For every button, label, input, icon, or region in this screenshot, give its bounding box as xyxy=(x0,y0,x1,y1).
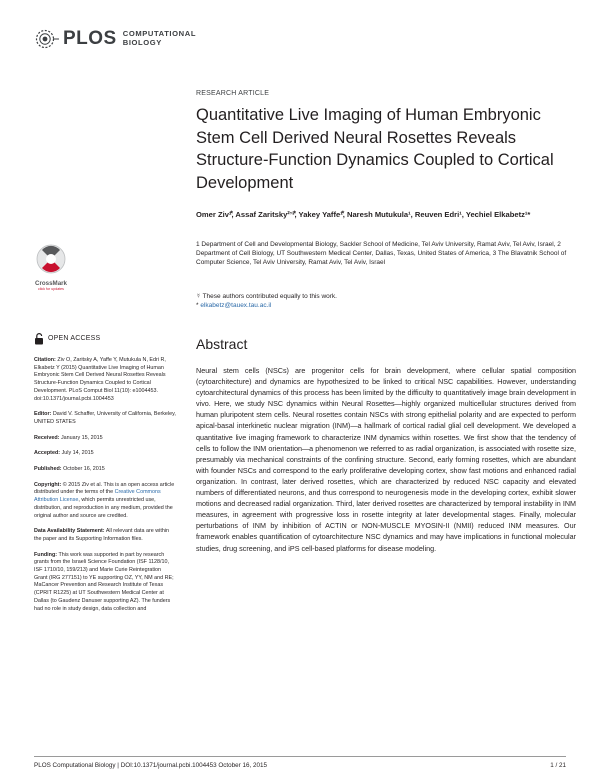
plos-mark-icon xyxy=(34,28,60,50)
copyright-text-a: © 2015 Ziv et al. This is an open access article distributed under the terms of the xyxy=(34,481,175,496)
journal-line-2: BIOLOGY xyxy=(122,38,162,47)
funding-block xyxy=(34,552,176,614)
crossmark-label: CrossMark xyxy=(35,280,67,287)
data-availability-block xyxy=(34,528,176,543)
editor-text: David V. Schaffer, University of California, Berkeley, UNITED STATES xyxy=(34,411,176,425)
crossmark-sublabel: click for updates xyxy=(38,287,64,291)
funding-text: This work was supported in part by research grants from the Israeli Science Foundation (ISF 1128/10, ISF 1710/10, 159/213) and Marie Curie Reintegration Grant (IRG 277151) to YE supporting OZ, YY, NM and RE; MaCancer Prevention and Research Institute of Texas (CPRIT R1225) at UT Southwestern Medical Center at Dallas (to Gaudenz Danuser supporting AZ). The funders had no role in study design, data collection and xyxy=(34,551,174,612)
citation-label: Citation: xyxy=(34,357,56,363)
data-availability-text: All relevant data are within the paper and its Supporting Information files. xyxy=(34,528,170,542)
accepted-block xyxy=(34,450,176,458)
corresponding-email xyxy=(196,301,576,310)
journal-logo[interactable] xyxy=(34,28,196,50)
citation-block xyxy=(34,357,176,403)
citation-text: Ziv O, Zaritsky A, Yaffe Y, Mutukula N, Edri R, Elkabetz Y (2015) Quantitative Live Imaging of Human Embryonic Stem Cell Derived Neural Rosettes Reveals Structure-Function Dynamics Coupled to Cortical Development. PLoS Comput Biol 11(10): e1004453. doi:10.1371/journal.pcbi.1004453 xyxy=(34,357,166,402)
accepted-label: Accepted: xyxy=(34,450,61,457)
article-sidebar xyxy=(34,333,176,621)
open-access-text: OPEN ACCESS xyxy=(48,335,101,343)
open-lock-icon xyxy=(34,333,44,345)
received-date: January 15, 2015 xyxy=(60,434,103,441)
crossmark-badge[interactable] xyxy=(34,244,68,291)
copyright-label: Copyright: xyxy=(34,481,62,488)
funding-label: Funding: xyxy=(34,551,58,558)
equal-contribution-text: These authors contributed equally to this work. xyxy=(202,293,337,300)
abstract-heading: Abstract xyxy=(196,336,248,352)
equal-contribution-note xyxy=(196,292,576,301)
footer-divider xyxy=(34,756,566,757)
author-notes xyxy=(196,292,576,311)
crossmark-icon xyxy=(36,244,66,274)
received-label: Received: xyxy=(34,434,60,441)
accepted-date: July 14, 2015 xyxy=(61,450,94,457)
data-availability-label: Data Availability Statement: xyxy=(34,528,105,535)
published-block xyxy=(34,466,176,474)
abstract-body: Neural stem cells (NSCs) are progenitor cells for brain development, where cellular spatial composition (cytoarchitecture) and dynamics are hypothesized to be linked to critical NSC capabilities. However, understanding cytoarchitectural dynamics of this process has been limited by the difficulty to quantitatively image brain development in vivo. Here, we study NSC dynamics within Neural Rosettes—highly organized multicellular structures derived from human pluripotent stem cells. Neural rosettes contain NSCs with strong epithelial polarity and are expected to perform apical-basal interkinetic nuclear migration (INM)—a hallmark of cortical radial glial cell development. We developed a quantitative live imaging framework to characterize INM dynamics within rosettes. We first show that the tendency of cells to follow the INM orientation—a phenomenon we referred to as radial organization, is associated with rosette size, presumably via mechanical constraints of the confining structure. Second, early forming rosettes, which are abundant with founder NSCs and correspond to the early proliferative developing cortex, show fast motions and enhanced radial organization. In contrast, later derived rosettes, which are characterized by reduced NSC capacity and elevated numbers of differentiated neurons, and thus correspond to neurogenesis mode in the developing cortex, exhibit slower motions and decreased radial organization. Third, later derived rosettes are characterized by temporal instability in INM measures, in agreement with progressive loss in rosette integrity at later developmental stages. Finally, molecular perturbations of INM by inhibition of ACTIN or NON-MUSCLE MYOSIN-II (NMII) reduced INM measures. Our framework enables quantification of cytoarchitecture NSC dynamics and may have implications in functional molecular studies, drug screening, and iPS cell-based platforms for disease modeling. xyxy=(196,366,576,553)
published-date: October 16, 2015 xyxy=(63,466,105,473)
copyright-block xyxy=(34,482,176,521)
editor-block xyxy=(34,411,176,426)
journal-name xyxy=(123,30,196,47)
asterisk-icon: * xyxy=(196,302,201,310)
copyright-text-b: , which permits unrestricted use, distribution, and reproduction in any medium, provided the original author and source are credited. xyxy=(34,497,173,519)
footer-citation: PLOS Computational Biology | DOI:10.1371/journal.pcbi.1004453 October 16, 2015 xyxy=(34,762,268,769)
article-title: Quantitative Live Imaging of Human Embryonic Stem Cell Derived Neural Rosettes Reveals Structure-Function Dynamics Coupled to Cortical Development xyxy=(196,106,554,192)
journal-line-1: COMPUTATIONAL xyxy=(122,29,197,39)
article-type: RESEARCH ARTICLE xyxy=(196,90,270,97)
author-list: Omer Ziv¹⃰, Assaf Zaritsky²ʼ³⃰, Yakey Yaffe¹⃰, Naresh Mutukula¹, Reuven Edri¹, Yechiel Elkabetz¹* xyxy=(196,210,531,219)
logo-word: PLOS xyxy=(63,28,117,49)
published-label: Published: xyxy=(34,466,62,473)
open-access-badge xyxy=(34,333,176,345)
license-link[interactable]: Creative Commons Attribution License xyxy=(34,489,161,504)
page-number: 1 / 21 xyxy=(550,762,566,769)
equal-contribution-icon: ☿ xyxy=(196,293,201,300)
affiliations: 1 Department of Cell and Developmental Biology, Sackler School of Medicine, Tel Aviv University, Ramat Aviv, Tel Aviv, Israel, 2 Department of Cell Biology, UT Southwestern Medical Center, Dallas, Texas, United States of America, 3 The Blavatnik School of Computer Science, Tel Aviv University, Ramat Aviv, Tel Aviv, Israel xyxy=(196,241,567,267)
editor-label: Editor: xyxy=(34,411,52,418)
received-block xyxy=(34,435,176,443)
email-link[interactable]: elkabetz@tauex.tau.ac.il xyxy=(200,302,272,310)
